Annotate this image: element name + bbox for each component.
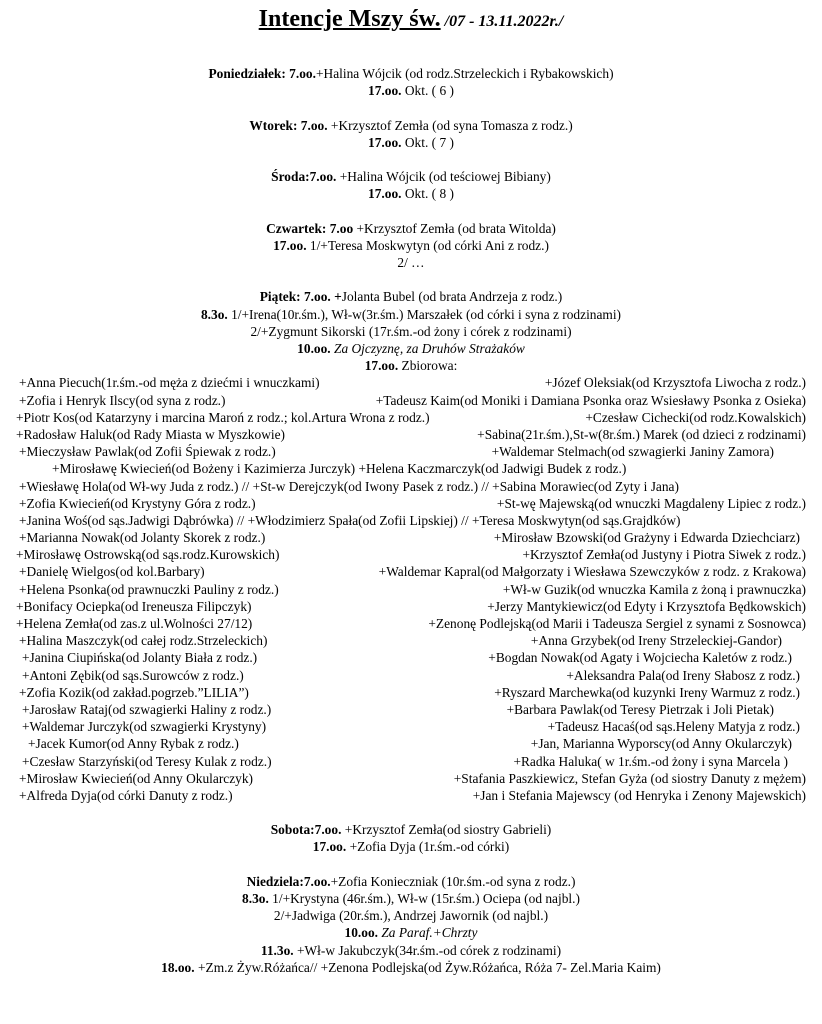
mass-time: 17.oo. [368,134,402,150]
mass-time: 8.3o. [200,306,228,322]
intention-right: +Barbara Pawlak(od Teresy Pietrzak i Joli Pietak) [506,701,774,717]
intention-center: +Mirosławę Kwiecień(od Bożeny i Kazimierza Jurczyk) +Helena Kaczmarczyk(od Jadwigi Budek z rodz.) [52,461,627,477]
intention-right: +Tadeusz Hacaś(od sąs.Heleny Matyja z rodz.) [547,719,800,735]
intention-text: Za Ojczyznę, za Druhów Strażaków [330,341,525,356]
day-friday [0,288,822,374]
intention-left: +Anna Piecuch(1r.śm.-od męża z dziećmi i wnuczkami) [19,375,320,391]
intention-text: +Zofia Dyja (1r.śm.-od córki) [346,839,510,855]
intention-text: Okt. ( 8 ) [401,186,454,202]
day-label: Wtorek: 7.oo. [249,117,328,133]
intention-text: 2/+Jadwiga (20r.śm.), Andrzej Jawornik (od najbl.) [273,908,549,924]
intention-text: 1/+Irena(10r.śm.), Wł-w(3r.śm.) Marszałek (od córki i syna z rodzinami) [227,306,622,322]
intention-right: +Radka Haluka( w 1r.śm.-od żony i syna Marcela ) [513,753,788,769]
mass-time: 17.oo. [312,839,347,855]
intention-left: +Radosław Haluk(od Rady Miasta w Myszkowie) [16,426,285,442]
intention-right: +Jerzy Mantykiewicz(od Edyty i Krzysztofa Będkowskich) [487,598,806,614]
mass-time: 17.oo. [364,358,399,374]
mass-time: 18.oo. [161,959,195,975]
mass-time: 17.oo. [368,186,402,202]
intention-left: +Janina Ciupińska(od Jolanty Biała z rodz.) [22,650,258,666]
day-label: Piątek: 7.oo. + [259,289,342,305]
intention-center: +Wiesławę Hola(od Wł-wy Juda z rodz.) // +St-w Derejczyk(od Iwony Pasek z rodz.) // +Sabina Morawiec(od Zyty i Jana) [19,478,679,494]
intention-left: +Mirosław Kwiecień(od Anny Okularczyk) [19,770,254,786]
page-title [0,2,822,32]
intention-right: +Aleksandra Pala(od Ireny Słabosz z rodz.) [566,667,800,683]
day-label: Sobota:7.oo. [270,822,342,838]
intention-left: +Czesław Starzyński(od Teresy Kulak z rodz.) [22,753,272,769]
day-saturday [0,821,822,855]
title-dates: /07 - 13.11.2022r./ [440,13,564,30]
intention-right: +Waldemar Stelmach(od szwagierki Janiny Zamora) [491,444,774,460]
intention-left: +Danielę Wielgos(od kol.Barbary) [19,564,205,580]
collective-intentions [0,374,822,804]
day-monday [0,65,822,99]
intention-text: +Krzysztof Zemła(od siostry Gabrieli) [341,822,552,838]
intention-left: +Zofia Kozik(od zakład.pogrzeb.”LILIA”) [19,684,249,700]
day-thursday [0,220,822,272]
intention-text: Jolanta Bubel (od brata Andrzeja z rodz.) [341,289,563,305]
intention-right: +Bogdan Nowak(od Agaty i Wojciecha Kaletów z rodz.) [488,650,792,666]
day-sunday [0,873,822,976]
day-label: Poniedziałek: 7.oo. [208,66,316,81]
intention-center: +Janina Woś(od sąs.Jadwigi Dąbrówka) // +Włodzimierz Spała(od Zofii Lipskiej) // +Teresa Moskwytyn(od sąs.Grajdków) [19,512,681,528]
intention-left: +Zofia Kwiecień(od Krystyny Góra z rodz.) [19,495,256,511]
intention-right: +Stafania Paszkiewicz, Stefan Gyża (od siostry Danuty z mężem) [453,770,806,786]
intention-right: +Zenonę Podlejską(od Marii i Tadeusza Sergiel z synami z Sosnowca) [428,616,806,631]
intention-right: +Józef Oleksiak(od Krzysztofa Liwocha z rodz.) [544,375,806,391]
intention-text: Zbiorowa: [398,358,458,374]
intention-left: +Marianna Nowak(od Jolanty Skorek z rodz.) [19,530,266,546]
mass-time: 17.oo. [273,237,307,253]
intention-text: +Halina Wójcik (od rodz.Strzeleckich i Rybakowskich) [315,66,614,81]
intention-right: +Ryszard Marchewka(od kuzynki Ireny Warmuz z rodz.) [494,684,800,700]
intention-left: +Zofia i Henryk Ilscy(od syna z rodz.) [19,392,226,408]
intention-left: +Piotr Kos(od Katarzyny i marcina Maroń z rodz.; kol.Artura Wrona z rodz.) [16,409,430,425]
intention-text: +Wł-w Jakubczyk(34r.śm.-od córek z rodzinami) [293,942,562,958]
intention-left: +Mirosławę Ostrowską(od sąs.rodz.Kurowskich) [16,547,280,563]
intention-right: +Jan, Marianna Wyporscy(od Anny Okularczyk) [530,736,792,752]
intention-text: 1/+Teresa Moskwytyn (od córki Ani z rodz.) [306,237,549,253]
intention-left: +Jacek Kumor(od Anny Rybak z rodz.) [28,736,239,752]
intention-text: +Zm.z Żyw.Różańca// +Zenona Podlejska(od Żyw.Różańca, Róża 7- Zel.Maria Kaim) [194,959,661,975]
intention-right: +Anna Grzybek(od Ireny Strzeleckiej-Gandor) [530,633,782,649]
mass-time: 10.oo. [297,341,331,356]
intention-text: 2/ … [397,255,425,271]
day-label: Środa:7.oo. [271,169,337,185]
intention-left: +Bonifacy Ociepka(od Ireneusza Filipczyk) [16,598,252,614]
intention-left: +Alfreda Dyja(od córki Danuty z rodz.) [19,787,233,803]
title-main: Intencje Mszy św. [258,6,441,32]
mass-time: 10.oo. [344,925,379,941]
intention-right: +Wł-w Guzik(od wnuczka Kamila z żoną i prawnuczka) [502,581,806,597]
intention-left: +Waldemar Jurczyk(od szwagierki Krystyny) [22,719,267,735]
intention-text: 2/+Zygmunt Sikorski (17r.śm.-od żony i córek z rodzinami) [250,323,572,339]
intention-text: +Krzysztof Zemła (od syna Tomasza z rodz.) [327,117,573,133]
day-label: Czwartek: 7.oo [266,220,354,236]
intention-left: +Helena Psonka(od prawnuczki Pauliny z rodz.) [19,581,279,597]
intention-left: +Helena Zemła(od zas.z ul.Wolności 27/12) [16,616,253,631]
intention-text: +Halina Wójcik (od teściowej Bibiany) [336,169,551,185]
intention-text: +Krzysztof Zemła (od brata Witolda) [353,220,556,236]
intention-text: Za Paraf.+Chrzty [378,925,478,941]
intention-text: +Zofia Konieczniak (10r.śm.-od syna z rodz.) [330,873,576,889]
intention-right: +Mirosław Bzowski(od Grażyny i Edwarda Dziechciarz) [493,530,800,546]
day-label: Niedziela:7.oo. [246,873,331,889]
intention-right: +Sabina(21r.śm.),St-w(8r.śm.) Marek (od dzieci z rodzinami) [477,426,806,442]
intention-right: +St-wę Majewską(od wnuczki Magdaleny Lipiec z rodz.) [496,495,806,511]
mass-time: 8.3o. [242,891,269,906]
intention-text: Okt. ( 7 ) [401,134,454,150]
intention-right: +Krzysztof Zemła(od Justyny i Piotra Siwek z rodz.) [522,547,806,563]
mass-time: 17.oo. [368,83,402,99]
intention-left: +Mieczysław Pawlak(od Zofii Śpiewak z rodz.) [19,444,276,460]
intention-left: +Jarosław Rataj(od szwagierki Haliny z rodz.) [22,701,272,717]
intention-right: +Czesław Cichecki(od rodz.Kowalskich) [585,409,806,425]
mass-time: 11.3o. [260,942,294,958]
intention-right: +Waldemar Kapral(od Małgorzaty i Wiesława Szewczyków z rodz. z Krakowa) [378,564,806,580]
intention-right: +Jan i Stefania Majewscy (od Henryka i Zenony Majewskich) [472,787,806,803]
intention-right: +Tadeusz Kaim(od Moniki i Damiana Psonka oraz Wsiesławy Psonka z Osieka) [375,392,806,408]
intention-left: +Antoni Zębik(od sąs.Surowców z rodz.) [22,667,244,683]
day-tuesday [0,117,822,151]
day-wednesday [0,168,822,202]
intention-text: Okt. ( 6 ) [401,83,454,99]
intention-left: +Halina Maszczyk(od całej rodz.Strzeleckich) [19,633,268,649]
intention-text: 1/+Krystyna (46r.śm.), Wł-w (15r.śm.) Ociepa (od najbl.) [268,891,580,906]
